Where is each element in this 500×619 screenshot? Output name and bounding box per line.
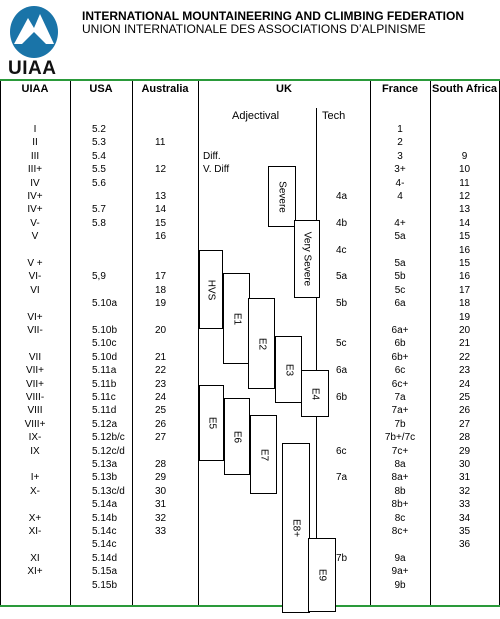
uk-grade-box [268, 166, 296, 227]
grade-adj-cell [203, 538, 263, 552]
grade-usa-cell [92, 244, 142, 258]
grade-adj-cell [203, 123, 263, 137]
grade-sa-cell: 13 [458, 204, 471, 216]
grade-sa-cell: 32 [458, 485, 471, 497]
grade-aus-cell [155, 123, 185, 137]
grade-tech-cell: 7b [336, 552, 348, 564]
grade-aus-cell: 16 [155, 231, 167, 243]
uk-grade-box [248, 298, 275, 389]
grade-usa-cell: 5.14a [92, 499, 118, 511]
grade-tech-cell [336, 150, 356, 164]
grade-aus-cell: 17 [155, 271, 167, 283]
grade-tech-cell: 5a [336, 271, 348, 283]
grade-uiaa-cell [0, 579, 70, 593]
grade-sa-cell: 30 [458, 459, 471, 470]
grade-aus-cell: 11 [155, 137, 166, 149]
grade-usa-cell: 5.14c [92, 539, 117, 551]
grade-uiaa-cell: VIII+ [24, 418, 46, 430]
uk-grade-box [301, 370, 329, 417]
uk-grade-box [275, 336, 302, 403]
grade-fr-cell: 9b [394, 579, 406, 591]
grade-tech-cell [336, 565, 356, 579]
grade-uiaa-cell: X+ [28, 512, 42, 524]
grade-sa-cell: 28 [458, 432, 471, 444]
uk-grade-label: Severe [276, 180, 288, 213]
col-header-australia: Australia [141, 83, 189, 95]
grade-tech-cell [336, 177, 356, 191]
grade-usa-cell: 5.11d [92, 405, 117, 417]
uk-grade-box [308, 538, 336, 612]
grade-uiaa-cell: III+ [27, 164, 43, 176]
grade-sa-cell [430, 565, 499, 579]
grade-uiaa-cell: IV [30, 177, 40, 189]
grade-fr-cell: 8a [394, 459, 406, 470]
grade-tech-cell [336, 203, 356, 217]
grade-tech-cell: 6c [336, 445, 347, 457]
grade-uiaa-cell: VI+ [27, 311, 43, 323]
grade-fr-cell: 9a [394, 552, 406, 564]
grade-usa-cell: 5.14c [92, 526, 117, 537]
grade-tech-cell: 4c [336, 244, 347, 256]
grade-aus-cell: 19 [155, 298, 167, 310]
grade-tech-cell [336, 525, 356, 539]
grade-sa-cell [430, 579, 499, 593]
col-line [70, 81, 71, 605]
grade-adj-cell [203, 498, 263, 512]
grade-sa-cell: 31 [458, 472, 471, 484]
grade-sa-cell: 19 [458, 311, 471, 323]
grade-usa-cell: 5.11a [92, 365, 117, 377]
grade-fr-cell [370, 244, 430, 258]
grade-uiaa-cell: II [32, 137, 38, 149]
grade-aus-cell: 27 [155, 432, 167, 444]
grade-uiaa-cell: XI [30, 552, 40, 564]
uk-grade-box [223, 273, 250, 364]
grade-usa-cell: 5.4 [92, 150, 106, 162]
grade-uiaa-cell: VII [28, 351, 42, 363]
grade-usa-cell: 5.6 [92, 177, 106, 189]
grade-fr-cell: 4- [395, 177, 405, 189]
grade-tech-cell [336, 123, 356, 137]
grade-fr-cell: 4 [397, 191, 403, 202]
grade-tech-cell [336, 498, 356, 512]
grade-sa-cell: 25 [458, 392, 471, 403]
grade-aus-cell [155, 177, 185, 191]
grade-tech-cell [336, 284, 356, 298]
uk-grade-box [199, 250, 223, 329]
uk-grade-box [224, 398, 250, 475]
grade-usa-cell: 5.5 [92, 164, 106, 176]
grade-fr-cell: 8a+ [391, 472, 409, 484]
grade-aus-cell: 21 [155, 351, 167, 363]
grade-usa-cell [92, 257, 142, 271]
grade-adj-cell [203, 565, 263, 579]
grade-usa-cell: 5.13c/d [92, 485, 125, 497]
grade-aus-cell: 32 [155, 512, 167, 524]
uk-grade-label: Very Severe [301, 231, 313, 287]
grade-tech-cell [336, 512, 356, 526]
grade-tech-cell: 5c [336, 338, 347, 350]
grade-fr-cell: 7a [394, 392, 406, 403]
grade-sa-cell: 35 [458, 526, 471, 537]
grade-uiaa-cell: X- [30, 485, 40, 497]
grade-uiaa-cell: VIII- [25, 392, 45, 403]
grade-uiaa-cell: V [31, 231, 39, 243]
grade-sa-cell: 11 [459, 177, 470, 189]
grade-uiaa-cell: IV+ [27, 204, 43, 216]
grade-usa-cell: 5.12b/c [92, 432, 125, 444]
grade-fr-cell: 8b [394, 485, 406, 497]
grade-uiaa-cell: IX- [28, 432, 42, 444]
grade-aus-cell [155, 445, 185, 459]
grade-tech-cell: 5b [336, 298, 348, 310]
grade-usa-cell: 5.10c [92, 338, 117, 350]
uk-grade-label: E8+ [290, 518, 302, 538]
uk-grade-label: E9 [316, 568, 328, 582]
uk-grade-label: HVS [205, 279, 217, 300]
uk-grade-box [250, 415, 277, 494]
grade-usa-cell: 5.2 [92, 124, 106, 135]
grade-tech-cell [336, 538, 356, 552]
bottom-divider [0, 605, 500, 607]
grade-aus-cell: 22 [155, 365, 167, 377]
grade-sa-cell: 33 [458, 499, 471, 511]
grade-sa-cell: 18 [458, 298, 471, 310]
col-header-usa: USA [89, 83, 113, 95]
grade-fr-cell: 5b [394, 271, 406, 283]
grade-tech-cell [336, 378, 356, 392]
grade-fr-cell: 6b [394, 338, 406, 350]
uk-grade-label: E4 [309, 387, 321, 400]
grade-usa-cell: 5.13b [92, 472, 118, 484]
grade-adj-cell [203, 512, 263, 526]
grade-fr-cell: 3 [397, 150, 403, 162]
grade-uiaa-cell: I+ [30, 472, 40, 484]
grade-sa-cell [430, 136, 499, 150]
grade-fr-cell [370, 203, 430, 217]
grade-usa-cell: 5.11b [92, 378, 117, 390]
grade-sa-cell: 17 [458, 284, 471, 296]
grade-usa-cell: 5.12c/d [92, 445, 125, 457]
grade-adj-cell [203, 579, 263, 593]
grade-fr-cell: 7c+ [391, 445, 409, 457]
grade-fr-cell: 8b+ [391, 499, 409, 511]
grade-tech-cell [336, 485, 356, 499]
grade-uiaa-cell [0, 244, 70, 258]
grade-uiaa-cell [0, 337, 70, 351]
grade-tech-cell [336, 579, 356, 593]
grade-sa-cell: 16 [458, 271, 471, 283]
grade-usa-cell: 5.15b [92, 579, 118, 591]
uk-tech-label: Tech [322, 110, 346, 122]
grade-fr-cell: 5a [394, 258, 406, 269]
grade-uiaa-cell: VIII [27, 405, 43, 417]
grade-usa-cell: 5.15a [92, 566, 118, 578]
grade-usa-cell: 5.10d [92, 351, 118, 363]
grade-uiaa-cell: XI+ [27, 566, 43, 578]
grade-tech-cell [336, 257, 356, 271]
grade-tech-cell: 7a [336, 472, 348, 484]
grade-adj-cell [203, 217, 263, 231]
grade-adj-cell [203, 190, 263, 204]
grade-sa-cell: 36 [458, 539, 471, 551]
uk-grade-label: E7 [258, 448, 269, 461]
grade-aus-cell [155, 579, 185, 593]
grade-uiaa-cell: VI- [28, 271, 42, 283]
grade-sa-cell: 22 [458, 351, 471, 363]
grade-aus-cell: 23 [155, 378, 167, 390]
grade-adj-cell: Diff. [203, 150, 221, 162]
grade-uiaa-cell: V- [30, 217, 40, 229]
grade-fr-cell: 2 [397, 137, 403, 149]
uk-grade-box [294, 220, 320, 298]
grade-tech-cell [336, 418, 356, 432]
grade-fr-cell: 5a [394, 231, 406, 243]
grade-aus-cell: 31 [155, 499, 167, 511]
grade-fr-cell: 5c [394, 284, 406, 296]
header [0, 0, 500, 80]
grade-sa-cell: 29 [458, 445, 471, 457]
grade-tech-cell: 4a [336, 191, 348, 202]
grade-sa-cell: 20 [458, 325, 471, 336]
grade-adj-cell [203, 230, 263, 244]
grade-usa-cell [92, 190, 142, 204]
grade-fr-cell: 6a+ [391, 325, 409, 336]
grade-uiaa-cell: V + [27, 258, 43, 269]
grade-aus-cell: 25 [155, 405, 167, 417]
grade-tech-cell [336, 431, 356, 445]
uk-grade-label: E2 [256, 337, 267, 350]
grade-usa-cell: 5.13a [92, 459, 118, 470]
uk-tech-line [316, 108, 317, 605]
grade-uiaa-cell: VII+ [25, 378, 45, 390]
grade-aus-cell: 15 [155, 217, 167, 229]
grade-aus-cell [155, 552, 185, 566]
logo-text: UIAA [8, 58, 57, 79]
grade-aus-cell [155, 150, 185, 164]
grade-tech-cell: 6b [336, 392, 348, 403]
grade-uiaa-cell: VII+ [25, 365, 45, 377]
grade-sa-cell: 21 [458, 338, 471, 350]
grade-aus-cell [155, 538, 185, 552]
grade-aus-cell: 13 [155, 191, 167, 202]
grade-uiaa-cell: VII- [27, 325, 43, 336]
grade-adj-cell [203, 552, 263, 566]
col-header-south-africa: South Africa [432, 83, 497, 95]
grade-adj-cell [203, 136, 263, 150]
grade-sa-cell: 16 [458, 244, 471, 256]
grade-aus-cell: 24 [155, 392, 167, 403]
grade-aus-cell [155, 337, 185, 351]
grade-sa-cell: 26 [458, 405, 471, 417]
grade-aus-cell: 20 [155, 325, 167, 336]
grade-fr-cell [370, 538, 430, 552]
grade-aus-cell [155, 565, 185, 579]
grade-sa-cell: 34 [458, 512, 471, 524]
grade-adj-cell [203, 525, 263, 539]
grade-uiaa-cell [0, 498, 70, 512]
grade-fr-cell: 6c+ [391, 378, 409, 390]
grade-uiaa-cell [0, 297, 70, 311]
grade-aus-cell: 26 [155, 418, 167, 430]
grade-fr-cell: 7a+ [391, 405, 409, 417]
grade-usa-cell: 5.3 [92, 137, 106, 149]
top-divider [0, 79, 500, 81]
grade-uiaa-cell: IX [30, 445, 40, 457]
grade-aus-cell: 30 [155, 485, 167, 497]
grade-sa-cell: 9 [461, 150, 468, 162]
grade-fr-cell: 7b+/7c [384, 432, 416, 444]
grade-usa-cell: 5.14d [92, 552, 118, 564]
grade-uiaa-cell: III [30, 150, 40, 162]
grade-tech-cell: 4b [336, 217, 348, 229]
grade-usa-cell: 5.8 [92, 217, 106, 229]
grade-uiaa-cell: I [33, 124, 37, 135]
grade-fr-cell [370, 311, 430, 325]
grade-tech-cell [336, 404, 356, 418]
grade-sa-cell: 10 [458, 164, 471, 176]
uk-grade-label: E1 [231, 312, 242, 325]
grade-usa-cell: 5,9 [92, 271, 106, 283]
grade-uiaa-cell: IV+ [27, 191, 43, 202]
uk-grade-box [282, 443, 310, 613]
grade-fr-cell: 7b [394, 418, 406, 430]
grade-fr-cell: 6c [394, 365, 406, 377]
grade-tech-cell [336, 136, 356, 150]
uk-grade-box [199, 385, 224, 461]
grade-sa-cell: 23 [458, 365, 471, 377]
grade-adj-cell: V. Diff [203, 164, 230, 176]
grade-tech-cell [336, 311, 356, 325]
grade-sa-cell: 27 [458, 418, 471, 430]
org-name-en: INTERNATIONAL MOUNTAINEERING AND CLIMBING FEDERATION [82, 9, 464, 23]
grade-aus-cell: 12 [155, 164, 167, 176]
grade-uiaa-cell: XI- [28, 526, 42, 537]
grade-fr-cell: 1 [397, 124, 403, 135]
grade-usa-cell: 5.7 [92, 204, 106, 216]
grade-usa-cell: 5.12a [92, 418, 118, 430]
col-header-uk: UK [276, 83, 292, 95]
grade-usa-cell: 5.10a [92, 298, 118, 310]
grade-aus-cell: 33 [155, 526, 167, 537]
grade-sa-cell: 15 [458, 258, 471, 269]
uk-grade-label: E5 [206, 416, 217, 430]
grade-fr-cell: 6a [394, 298, 406, 310]
grade-tech-cell [336, 324, 356, 338]
grade-fr-cell: 8c [394, 512, 406, 524]
grade-usa-cell [92, 311, 142, 325]
grade-usa-cell [92, 230, 142, 244]
grade-uiaa-cell: VI [30, 284, 40, 296]
grade-sa-cell: 12 [458, 191, 471, 202]
grade-tech-cell: 6a [336, 365, 348, 377]
grade-tech-cell [336, 351, 356, 365]
grade-sa-cell: 14 [458, 217, 471, 229]
grade-aus-cell: 28 [155, 459, 167, 470]
grade-aus-cell: 14 [155, 204, 167, 216]
col-line [198, 81, 199, 605]
grade-fr-cell: 3+ [394, 164, 406, 176]
grade-usa-cell: 5.11c [92, 392, 116, 403]
org-name-fr: UNION INTERNATIONALE DES ASSOCIATIONS D’ALPINISME [82, 22, 426, 36]
uk-grade-label: E6 [231, 430, 243, 443]
grade-aus-cell [155, 244, 185, 258]
uk-grade-label: E3 [283, 363, 294, 376]
grade-sa-cell: 24 [458, 378, 471, 390]
grade-aus-cell [155, 311, 185, 325]
grade-fr-cell: 4+ [394, 217, 406, 229]
grade-aus-cell: 29 [155, 472, 167, 484]
grade-aus-cell: 18 [155, 284, 167, 296]
col-header-france: France [381, 83, 419, 95]
grade-usa-cell [92, 284, 142, 298]
grade-aus-cell [155, 257, 185, 271]
grade-fr-cell: 9a+ [391, 566, 409, 578]
grade-uiaa-cell [0, 538, 70, 552]
grade-uiaa-cell [0, 458, 70, 472]
grade-usa-cell: 5.14b [92, 512, 118, 524]
grade-sa-cell [430, 123, 499, 137]
grade-fr-cell: 6b+ [391, 351, 409, 363]
grade-adj-cell [203, 177, 263, 191]
grade-fr-cell: 8c+ [391, 526, 409, 537]
grade-adj-cell [203, 203, 263, 217]
grade-tech-cell [336, 163, 356, 177]
grade-tech-cell [336, 230, 356, 244]
grade-sa-cell: 15 [458, 231, 471, 243]
col-header-uiaa: UIAA [21, 83, 49, 95]
grade-sa-cell [430, 552, 499, 566]
grade-usa-cell: 5.10b [92, 325, 118, 336]
grade-tech-cell [336, 458, 356, 472]
uk-adjectival-label: Adjectival [232, 110, 280, 122]
